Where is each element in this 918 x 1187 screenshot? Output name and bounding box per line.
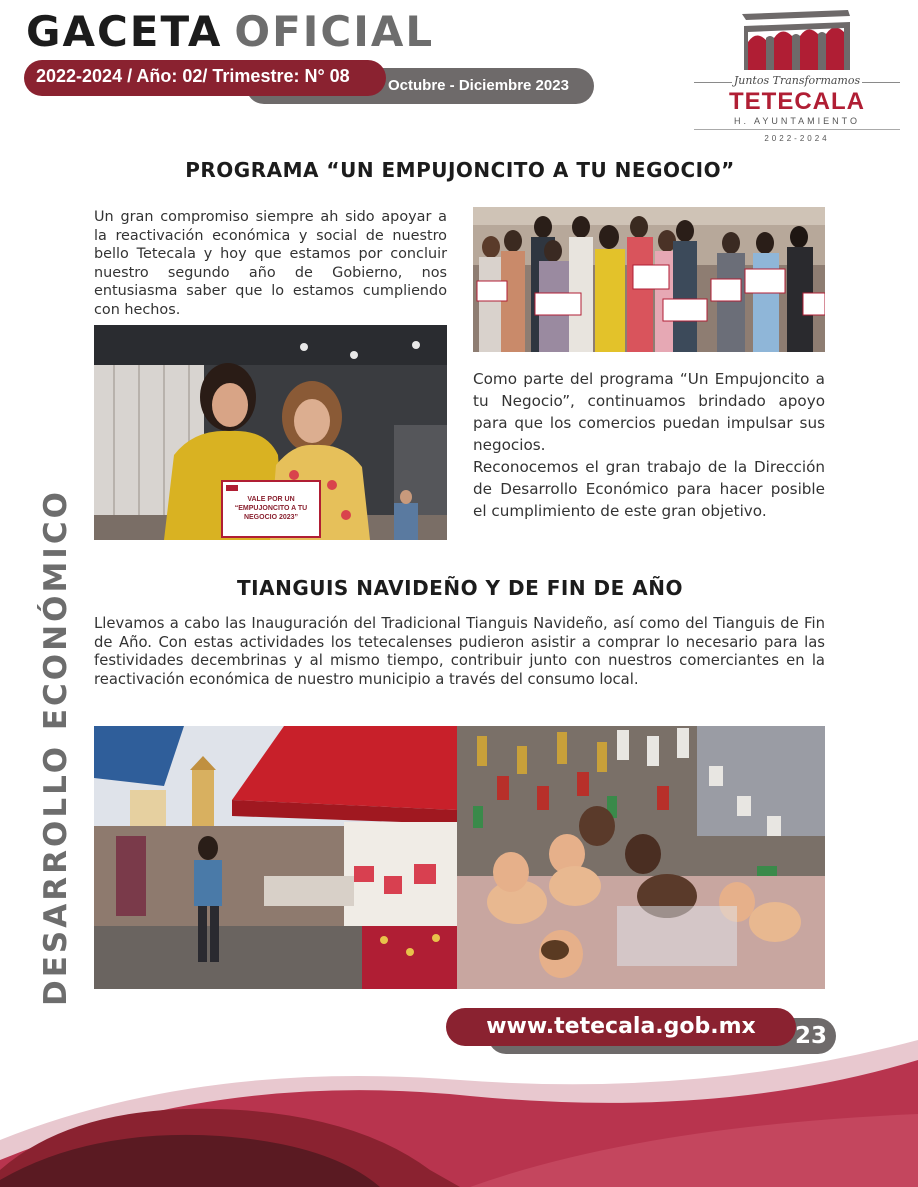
logo-name: TETECALA bbox=[729, 88, 865, 115]
section1-title: PROGRAMA “UN EMPUJONCITO A TU NEGOCIO” bbox=[185, 158, 735, 182]
gazette-title-part1: GACETA bbox=[26, 7, 223, 56]
municipality-logo bbox=[690, 8, 904, 144]
logo-tagline: Juntos Transformamos bbox=[733, 74, 861, 87]
logo-arches-icon bbox=[690, 8, 904, 74]
section1-intro: Un gran compromiso siempre ah sido apoyar a la reactivación económica y social de nuestro bello Tetecala y hoy que estamos por concluir nuestro segundo año de Gobierno, nos entusiasma saber que lo estamos cumpliendo con hechos. bbox=[94, 209, 447, 318]
market-photo-stalls bbox=[94, 726, 457, 989]
section-side-label: DESARROLLO ECONÓMICO bbox=[38, 489, 74, 1006]
page-number: 23 bbox=[794, 1023, 827, 1049]
website-link[interactable]: www.tetecala.gob.mx bbox=[446, 1008, 796, 1046]
logo-subtitle: H. AYUNTAMIENTO bbox=[733, 116, 860, 126]
issue-badge: 2022-2024 / Año: 02/ Trimestre: N° 08 bbox=[24, 60, 386, 96]
logo-divider-right bbox=[862, 82, 900, 83]
market-photo-figurines bbox=[457, 726, 825, 989]
section1-body-p1: Como parte del programa “Un Empujoncito a tu Negocio”, continuamos brindado apoyo para que los comercios puedan impulsar sus negocios. bbox=[473, 370, 825, 454]
gazette-title bbox=[26, 6, 434, 58]
group-photo bbox=[473, 207, 825, 352]
award-photo bbox=[94, 325, 447, 540]
section1-body-p2: Reconocemos el gran trabajo de la Dirección de Desarrollo Económico para hacer posible el cumplimiento de este gran objetivo. bbox=[473, 458, 825, 520]
award-sign-text: VALE POR UN “EMPUJONCITO A TU NEGOCIO 2023” bbox=[234, 496, 308, 521]
logo-rule bbox=[694, 129, 900, 130]
section2-body: Llevamos a cabo las Inauguración del Tradicional Tianguis Navideño, así como del Tianguis de Fin de Año. Con estas actividades los tetecalenses pudieron asistir a comprar lo necesario para las festividades decembrinas y al mismo tiempo, contribuir junto con nuestros comerciantes en la reactivación económica de nuestro municipio a través del consumo local. bbox=[94, 615, 825, 688]
logo-years: 2022-2024 bbox=[764, 134, 830, 143]
footer-wave-decoration bbox=[0, 1040, 918, 1187]
gazette-title-part2: OFICIAL bbox=[234, 7, 435, 56]
period-badge: Octubre - Diciembre 2023 bbox=[246, 68, 594, 104]
section2-title: TIANGUIS NAVIDEÑO Y DE FIN DE AÑO bbox=[237, 576, 683, 600]
